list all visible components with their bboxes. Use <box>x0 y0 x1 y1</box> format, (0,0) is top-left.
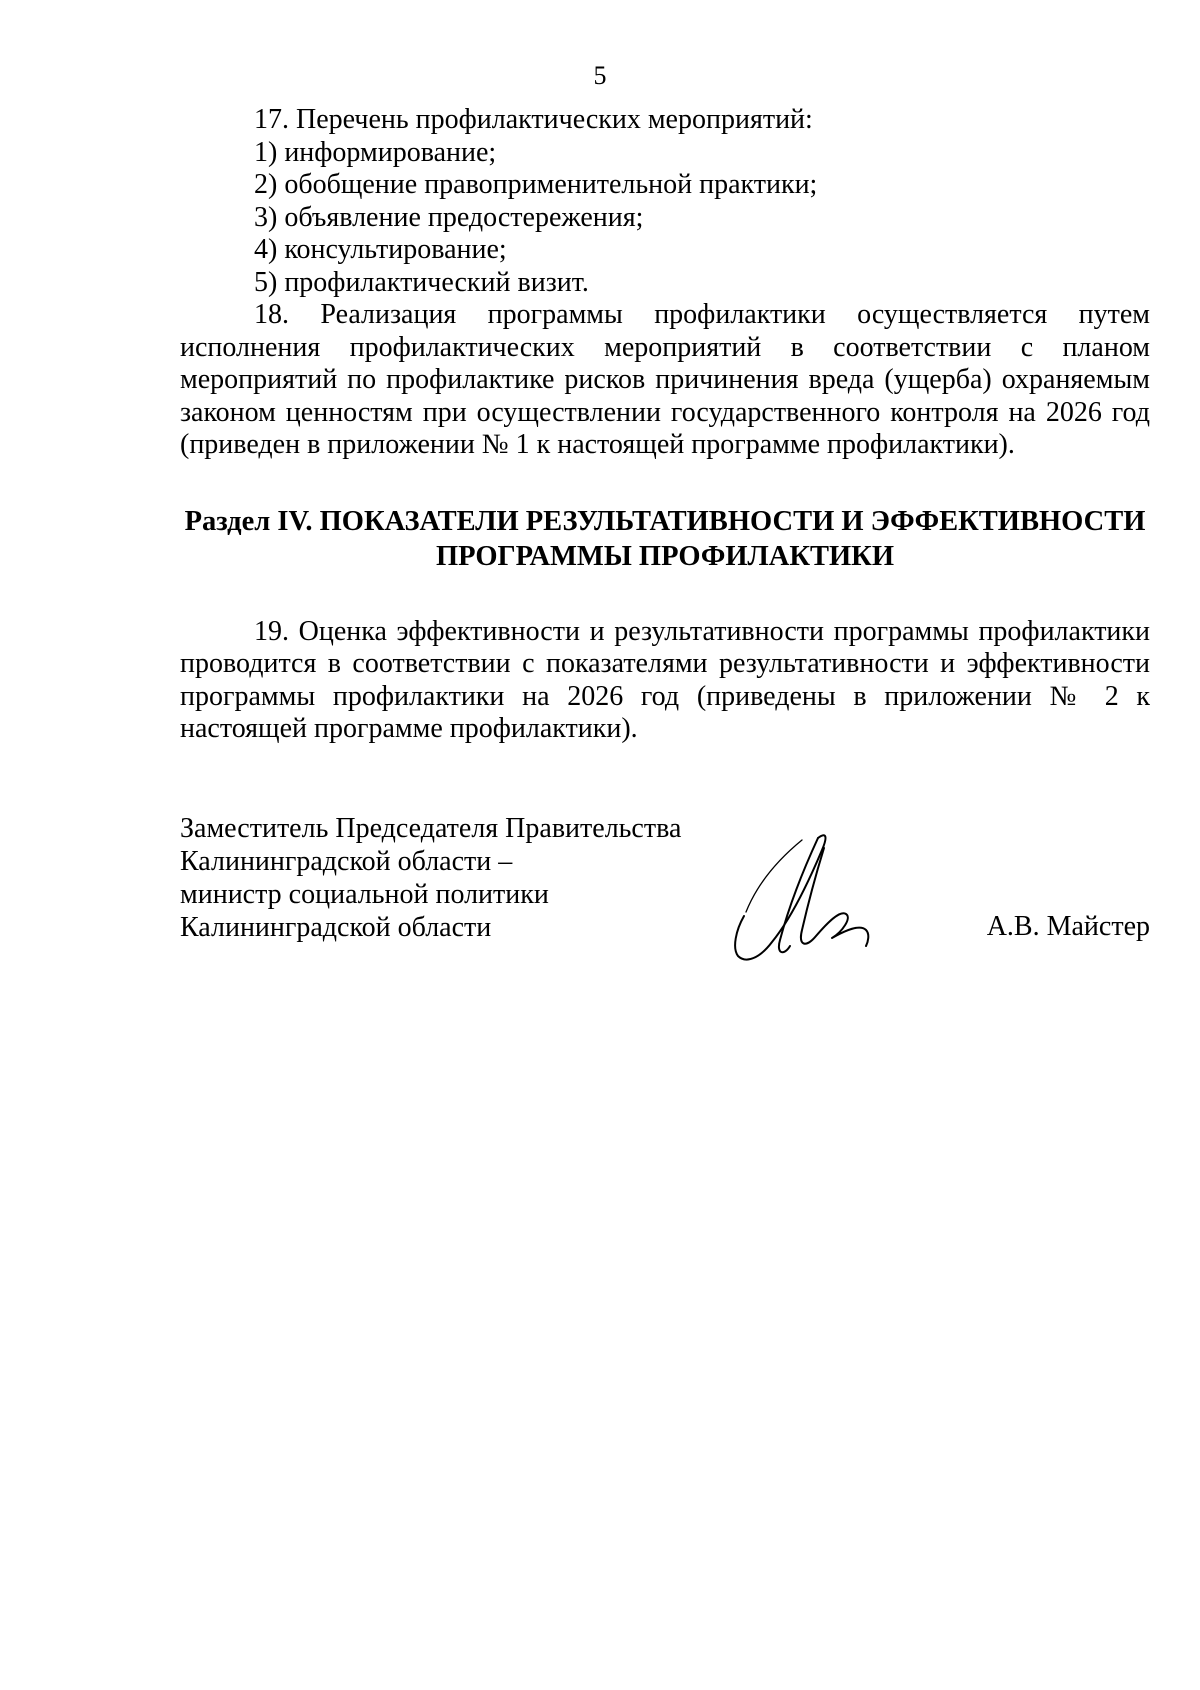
paragraph-19: 19. Оценка эффективности и результативности программы профилактики проводится в соответствии с показателями результативности и эффективности программы профилактики на 2026 год (приведены в приложении № 2 к настоящей программе профилактики). <box>180 615 1150 744</box>
list-item: 4) консультирование; <box>254 234 507 265</box>
paragraph-18: 18. Реализация программы профилактики осуществляется путем исполнения профилактических мероприятий в соответствии с планом мероприятий по профилактике рисков причинения вреда (ущерба) охраняемым законом ценностям при осуществлении государственного контроля на 2026 год (приведен в приложении № 1 к настоящей программе профилактики). <box>180 299 1150 460</box>
position-line: министр социальной политики <box>180 879 549 910</box>
list-item: 2) обобщение правоприменительной практики; <box>254 169 818 200</box>
document-body <box>180 104 1150 746</box>
signature-stroke <box>801 848 868 946</box>
list-item: 3) объявление предостережения; <box>254 201 644 233</box>
list-intro: 17. Перечень профилактических мероприятий: <box>254 104 813 135</box>
handwritten-signature <box>728 830 910 980</box>
page-number: 5 <box>593 61 607 90</box>
signature-stroke <box>746 840 802 912</box>
signer-name: А.В. Майстер <box>986 911 1150 942</box>
list-item: 1) информирование; <box>254 136 497 168</box>
section-heading <box>180 504 1150 574</box>
position-line: Заместитель Председателя Правительства <box>180 813 682 844</box>
position-line: Калининградской области – <box>180 846 513 877</box>
position-line: Калининградской области <box>180 912 492 943</box>
list-item: 5) профилактический визит. <box>254 266 589 298</box>
signatory-position <box>180 812 681 944</box>
section-title-line1: Раздел IV. ПОКАЗАТЕЛИ РЕЗУЛЬТАТИВНОСТИ И ЭФФЕКТИВНОСТИ <box>184 505 1146 537</box>
section-title-line2: ПРОГРАММЫ ПРОФИЛАКТИКИ <box>435 540 895 572</box>
